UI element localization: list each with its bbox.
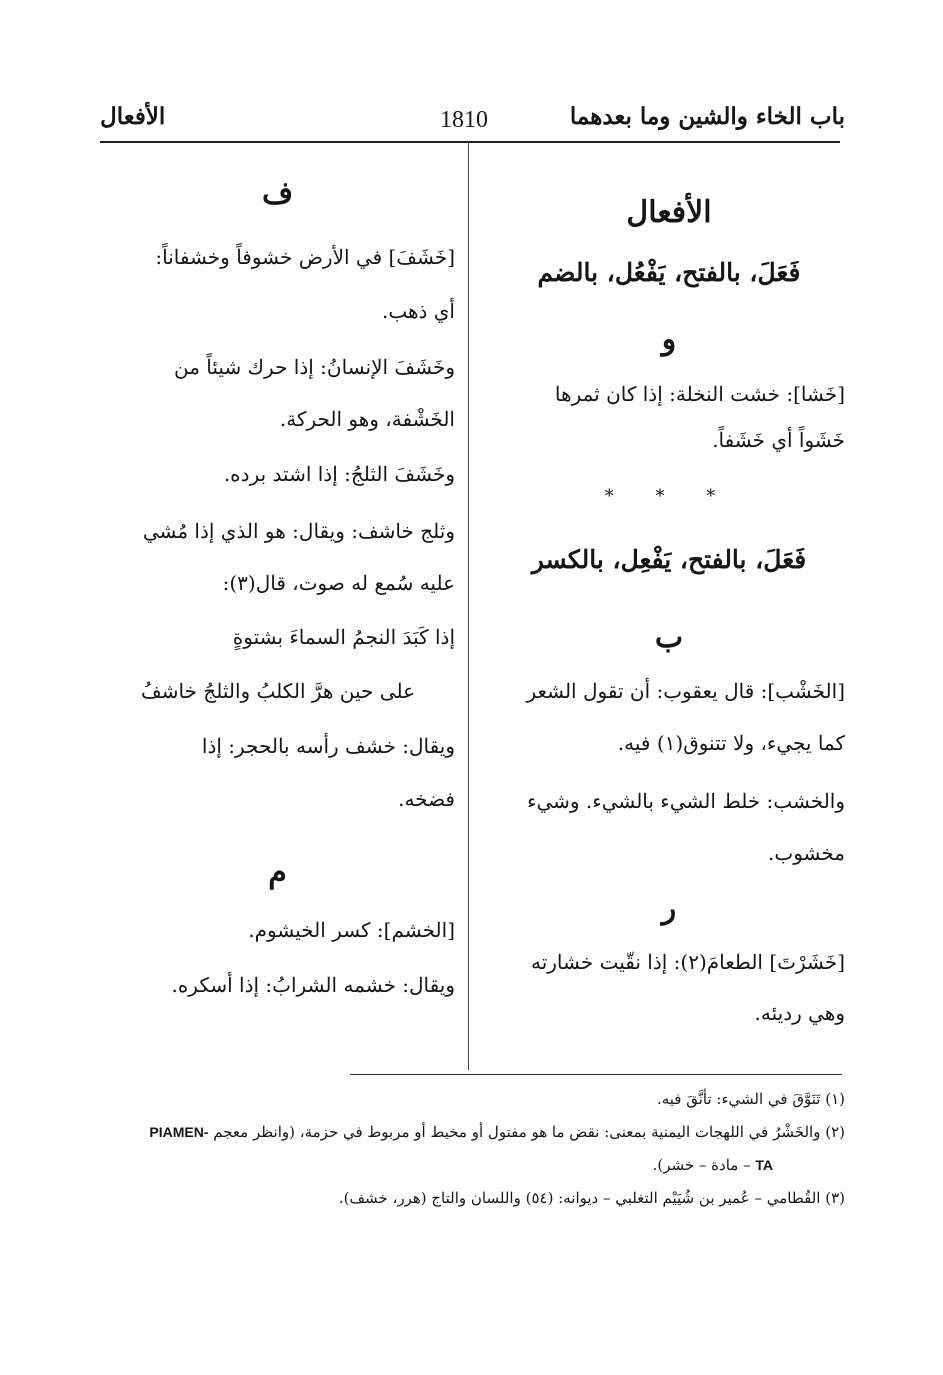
entry-line: عليه سُمع له صوت، قال(٣): (222, 571, 455, 595)
running-header-section: الأفعال (100, 103, 166, 130)
entry-line: ويقال: خشمه الشرابُ: إذا أسكره. (171, 973, 455, 997)
letter-heading: و (661, 322, 677, 357)
running-header-chapter: باب الخاء والشين وما بعدهما (569, 103, 845, 130)
entry-line: ويقال: خشف رأسه بالحجر: إذا (201, 734, 455, 758)
letter-heading: ر (661, 891, 677, 926)
subsection-heading: فَعَلَ، بالفتح، يَفْعِل، بالكسر (531, 545, 807, 574)
verse-hemistich-1: إذا كَبَدَ النجمُ السماءَ بشتوةٍ (232, 625, 455, 649)
entry-line: فضخه. (398, 787, 455, 811)
letter-heading: م (268, 855, 287, 890)
entry-line: مخشوب. (768, 841, 845, 865)
entry-line: وثلج خاشف: ويقال: هو الذي إذا مُشي (142, 519, 455, 543)
subsection-heading: فَعَلَ، بالفتح، يَفْعُل، بالضم (537, 258, 801, 287)
entry-line: أي ذهب. (381, 299, 455, 323)
entry-line: [خَشَرْتَ] الطعامَ(٢): إذا نقّيت خشارته (530, 950, 845, 974)
letter-heading: ف (261, 176, 294, 211)
footnote-2-latin: PIAMEN- (149, 1124, 209, 1140)
footnote-3: (٣) القُطامي – عُمير بن شُيَيْم التغلبي – ديوانه: (٥٤) واللسان والتاج (هرر، خشف). (338, 1189, 845, 1207)
entry-line: [خَشا]: خشت النخلة: إذا كان ثمرها (554, 382, 845, 406)
section-title: الأفعال (626, 195, 712, 230)
entry-line: [خَشَفَ] في الأرض خشوفاً وخشفاناً: (155, 245, 455, 269)
entry-line: [الخشم]: كسر الخيشوم. (248, 918, 455, 942)
footnote-2-text: (٢) والخَشْرُ في اللهجات اليمنية بمعنى: نقض ما هو مفتول أو مخيط أو مربوط في حزمة، (وانظر معجم (213, 1123, 845, 1141)
entry-line: والخشب: خلط الشيء بالشيء. وشيء (527, 789, 845, 813)
footnote-2-line-2 (100, 1149, 845, 1182)
page-number: 1810 (440, 107, 488, 133)
entry-line: وخَشَفَ الإنسانُ: إذا حرك شيئاً من (173, 355, 455, 379)
header-rule (100, 141, 840, 143)
footnote-1: (١) تَنَوَّقَ في الشيء: تأنَّقَ فيه. (656, 1090, 845, 1108)
entry-line: خَشَواً أي خَشَفاً. (712, 428, 845, 452)
entry-line: [الخَشْب]: قال يعقوب: أن تقول الشعر (526, 679, 845, 703)
section-separator: * * * (604, 486, 734, 507)
footnote-2-line-1 (100, 1116, 845, 1149)
footnote-2-text-cont: – مادة – خشر). (652, 1156, 751, 1174)
footnotes (100, 1083, 845, 1215)
entry-line: كما يجيء، ولا تتنوق(١) فيه. (617, 731, 845, 755)
entry-line: الخَشْفة، وهو الحركة. (279, 407, 455, 431)
entry-line: وخَشَفَ الثلجُ: إذا اشتد برده. (223, 462, 455, 486)
letter-heading: ب (654, 620, 684, 655)
footnote-2-latin-cont: TA (755, 1157, 773, 1173)
column-divider (468, 143, 469, 1070)
footnote-rule (350, 1074, 842, 1075)
verse-hemistich-2: على حين هرَّ الكلبُ والثلجُ خاشفُ (141, 679, 415, 703)
entry-line: وهي رديئه. (754, 1001, 845, 1025)
